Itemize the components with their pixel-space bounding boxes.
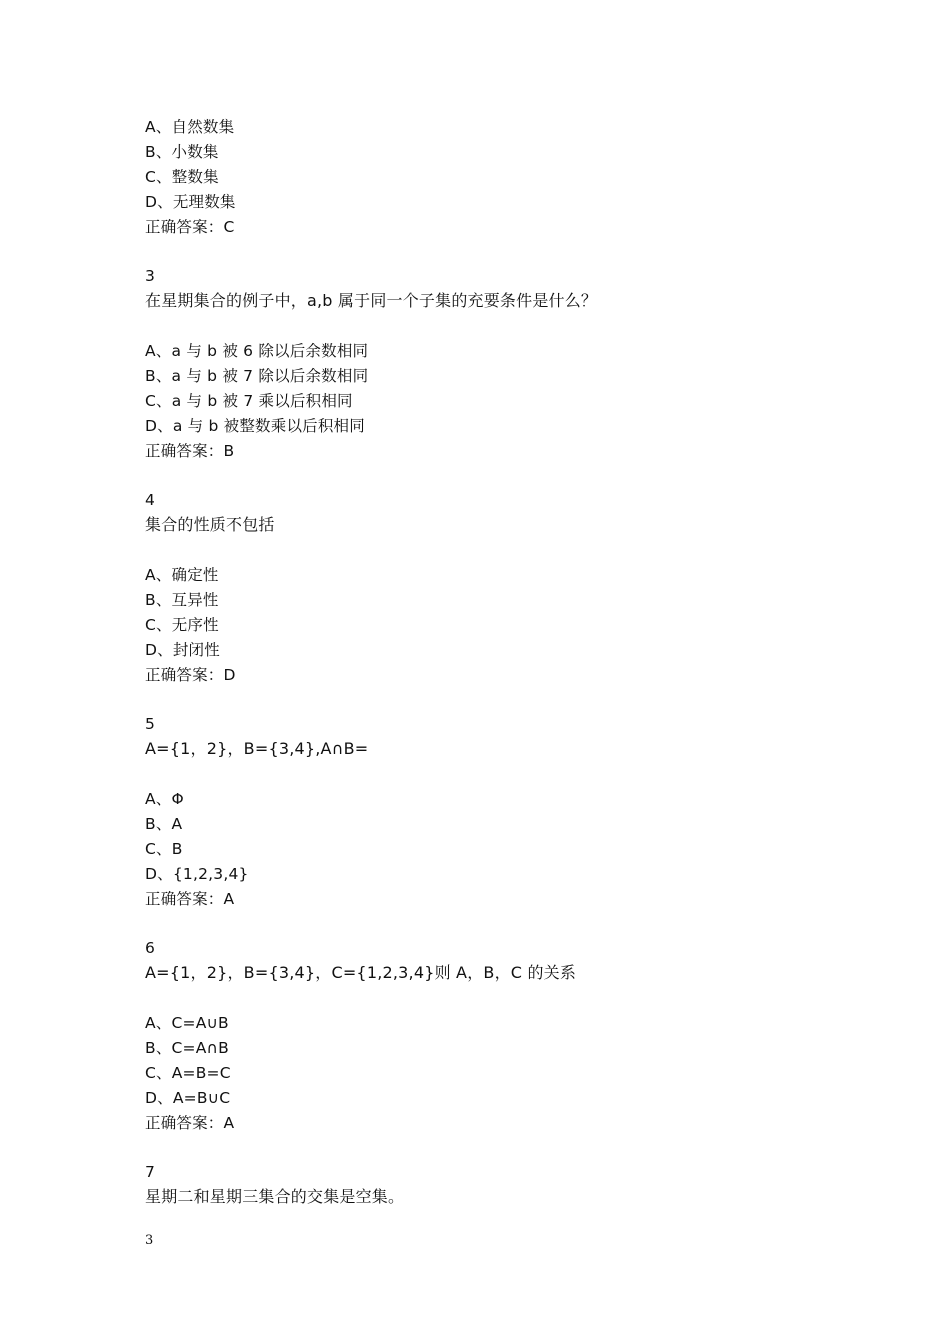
spacer [145, 463, 845, 488]
question-text: A={1，2}，B={3,4},A∩B= [145, 739, 369, 759]
option-a: A、Φ [145, 790, 184, 809]
answer-line: 正确答案：B [145, 441, 235, 460]
option-c: C、A=B=C [145, 1063, 231, 1082]
question-number: 7 [145, 1163, 156, 1182]
spacer [145, 687, 845, 712]
page-number: 3 [145, 1233, 154, 1248]
option-d: D、{1,2,3,4} [145, 864, 249, 883]
option-a: A、a 与 b 被 6 除以后余数相同 [145, 342, 369, 361]
option-d: D、A=B∪C [145, 1088, 231, 1107]
answer-line: 正确答案：A [145, 889, 235, 908]
option-b: B、a 与 b 被 7 除以后余数相同 [145, 366, 369, 385]
option-a: A、C=A∪B [145, 1014, 229, 1033]
spacer [145, 986, 845, 1011]
page-content [145, 115, 845, 1210]
question-number: 4 [145, 491, 156, 510]
option-d: D、封闭性 [145, 640, 220, 659]
option-c: C、a 与 b 被 7 乘以后积相同 [145, 391, 353, 410]
answer-line: 正确答案：C [145, 217, 235, 236]
answer-line: 正确答案：A [145, 1113, 235, 1132]
question-number: 5 [145, 715, 156, 734]
question-text: 星期二和星期三集合的交集是空集。 [145, 1187, 405, 1207]
spacer [145, 538, 845, 563]
question-text: 在星期集合的例子中，a,b 属于同一个子集的充要条件是什么？ [145, 291, 598, 311]
question-number: 6 [145, 939, 156, 958]
option-d: D、无理数集 [145, 192, 236, 211]
option-c: C、整数集 [145, 167, 219, 186]
question-text: A={1，2}，B={3,4}，C={1,2,3,4}则 A，B，C 的关系 [145, 963, 577, 983]
option-d: D、a 与 b 被整数乘以后积相同 [145, 416, 365, 435]
option-b: B、互异性 [145, 590, 219, 609]
question-text: 集合的性质不包括 [145, 515, 275, 535]
option-b: B、C=A∩B [145, 1038, 229, 1057]
spacer [145, 1136, 845, 1161]
spacer [145, 762, 845, 787]
option-a: A、确定性 [145, 566, 219, 585]
spacer [145, 912, 845, 937]
answer-line: 正确答案：D [145, 665, 236, 684]
option-b: B、小数集 [145, 142, 219, 161]
option-a: A、自然数集 [145, 118, 235, 136]
spacer [145, 239, 845, 264]
option-c: C、B [145, 839, 183, 858]
option-c: C、无序性 [145, 615, 219, 634]
question-number: 3 [145, 267, 156, 286]
spacer [145, 314, 845, 339]
option-b: B、A [145, 814, 183, 833]
